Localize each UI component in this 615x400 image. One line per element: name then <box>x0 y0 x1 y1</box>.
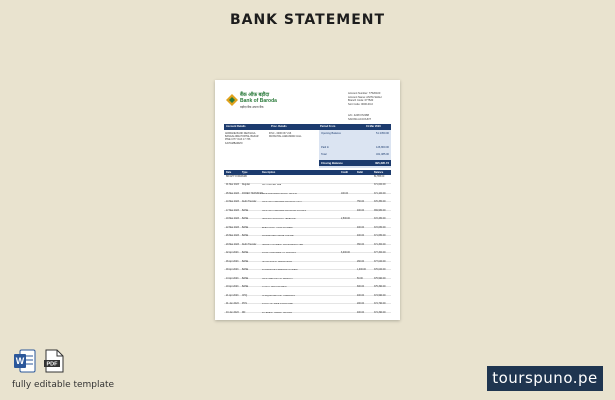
cell-balance: 371,100.00 <box>374 192 386 195</box>
cell-desc: CASH DEPOSIT AT BRANCH <box>262 277 293 280</box>
cell-date: 05 Mar 2023 <box>226 192 239 195</box>
cell-date: 29 Mar 2023 <box>226 243 239 246</box>
cell-date: 04 Jun 2023 <box>226 311 239 314</box>
cell-date: 18 Apr 2023 <box>226 286 239 288</box>
cell-desc: UTILITY BILL PAYMENT <box>262 286 288 288</box>
proc-details: IFSC - 0006 037 216 MATACHAL AGRANIWA CALL <box>269 132 302 139</box>
page-title: BANK STATEMENT <box>229 12 386 28</box>
cell-date: 01 Mar 2023 <box>226 184 239 186</box>
cell-desc: INSURANCE PREMIUM PAYMENT <box>262 269 299 271</box>
cell-desc: SIRA PAY ACCOUNT TELECOM <box>262 218 296 220</box>
cell-type: BASE <box>242 286 249 288</box>
cell-desc: AUTOMATED FEE <box>262 184 282 186</box>
cell-type: BASE <box>242 252 249 254</box>
bank-tagline: बड़ौदा बैंक अपना बैंक <box>240 105 264 109</box>
cell-balance: 372,050.00 <box>374 226 386 229</box>
word-file-icon <box>14 349 36 373</box>
cell-type: BASE <box>242 218 249 220</box>
table-row <box>224 312 391 321</box>
cell-type: BASE <box>242 209 249 212</box>
cell-balance: 374,990.00 <box>374 294 386 297</box>
summary-row: Opening Balance 51 2350.00 <box>321 132 389 135</box>
cell-desc: BASHANKUMAR MUKUT BASHU <box>262 192 298 195</box>
cell-balance: 369,950.00 <box>374 209 386 212</box>
cell-desc: CASH WITHDRAWAL FROM ALL LOCALS <box>262 209 307 212</box>
cell-balance: 377,040.00 <box>374 260 386 263</box>
cell-date: 06 Apr 2023 <box>226 260 239 263</box>
cell-debit: 260.00 <box>357 260 365 263</box>
cell-type: BASE <box>242 235 249 237</box>
cell-type: CHQ <box>242 294 248 297</box>
cell-type: BASE <box>242 277 249 280</box>
cell-type: POS <box>242 303 247 305</box>
cell-type: Debit Transfer <box>242 243 257 246</box>
pdf-label: PDF <box>46 361 58 368</box>
cell-balance: 375,990.00 <box>374 277 386 280</box>
cell-debit: 600.00 <box>357 286 365 288</box>
cell-balance: 371,000.00 <box>374 184 386 186</box>
cell-date: 09 Apr 2023 <box>226 269 239 271</box>
cell-debit: 1,000.00 <box>357 269 366 271</box>
cell-type: FOREX TRANSFER <box>242 192 263 195</box>
table-header: Date Type Description Credit Debit Balance <box>224 170 391 175</box>
cell-date: 18 Mar 2023 <box>226 218 239 220</box>
cell-debit: 400.00 <box>357 209 365 212</box>
bank-name: बैंक ऑफ़ बड़ौदा Bank of Baroda <box>240 92 277 104</box>
word-label: W <box>15 356 25 366</box>
bank-logo-icon <box>226 94 238 106</box>
cell-desc: INTEREST CREDIT ANNUAL <box>262 311 293 314</box>
cell-debit: 400.00 <box>357 311 365 314</box>
cell-balance: 372,450.00 <box>374 218 386 220</box>
cell-balance: 375,390.00 <box>374 286 386 288</box>
cell-desc: CASH WITHDRAWAL FROM ACTIVITY <box>262 201 303 203</box>
cell-balance: 371,300.00 <box>374 243 386 246</box>
cell-type: DD <box>242 311 246 314</box>
account-type: A/C. 4248 072288 SAVING ACCOUNT <box>348 114 372 121</box>
cell-date: 22 Mar 2023 <box>226 226 239 229</box>
cell-date: 21 Apr 2023 <box>226 294 239 297</box>
cell-debit: 400.00 <box>357 226 365 229</box>
cell-desc: ELECTRICITY BILL PAYMENT <box>262 226 294 229</box>
cell-desc: SHOPPING AT BAZAR MALL <box>262 260 293 263</box>
cell-balance: 377,300.00 <box>374 252 386 254</box>
customer-address: ADIMANE BANK DEVNAGA BANGALORE PORTAL BAZAR PINE CITY OAK 17 736 KAITAMBARIZO <box>225 132 259 145</box>
cell-type: Debit Transfer <box>242 201 257 203</box>
statement-document <box>215 80 400 320</box>
cell-desc: FUND TRANSFER TO SAVINGS <box>262 252 296 254</box>
cell-date: 13 Apr 2023 <box>226 277 239 280</box>
cell-credit: 6,000.00 <box>341 252 350 254</box>
cell-debit: 750.00 <box>357 201 365 203</box>
cell-desc: CHEQUE DEPOSIT CLEARING <box>262 294 295 297</box>
cell-balance: 374,390.00 <box>374 311 386 314</box>
opening-row: BRIGHT FORWARD 81,555.00 <box>224 176 391 184</box>
cell-credit: 100.00 <box>341 192 349 195</box>
brand-badge[interactable]: tourspuno.pe <box>487 366 603 391</box>
details-band: Account Details Proc. Details Period From 01 Mar 2023 <box>224 124 391 130</box>
cell-date: 26 Mar 2023 <box>226 235 239 237</box>
cell-date: 17 Mar 2023 <box>226 209 239 212</box>
cell-debit: 400.00 <box>357 294 365 297</box>
editable-template-caption: fully editable template <box>12 380 115 390</box>
cell-type: BASE <box>242 226 249 229</box>
cell-debit: 200.00 <box>357 303 365 305</box>
pdf-file-icon <box>44 349 64 373</box>
account-info: Account Number: 77520100 Account Name: ANITA SHAH Branch Code: 077520 Sort Code: 0000-00-0 <box>348 92 382 106</box>
summary-row: Paid In 126,800.00 <box>321 146 389 149</box>
cell-balance: 374,790.00 <box>374 303 386 305</box>
cell-desc: MOBILE RECHARGE ONLINE <box>262 235 294 237</box>
summary-row: Total 321,085.00 <box>321 153 389 156</box>
cell-type: BASE <box>242 269 249 271</box>
closing-balance: Closing Balance 395,395.72 <box>321 161 389 165</box>
cell-debit: 350.00 <box>357 243 365 246</box>
cell-balance: 370,350.00 <box>374 201 386 203</box>
cell-date: 01 Jun 2023 <box>226 303 239 305</box>
cell-type: Regular <box>242 184 251 186</box>
cell-desc: POINT OF SALE PURCHASE <box>262 303 293 305</box>
cell-date: 02 Apr 2023 <box>226 252 239 254</box>
cell-credit: 2,500.00 <box>341 218 350 220</box>
cell-debit: 50.00 <box>357 277 363 280</box>
cell-type: BASE <box>242 260 249 263</box>
cell-debit: 400.00 <box>357 235 365 237</box>
cell-balance: 371,650.00 <box>374 235 386 237</box>
cell-desc: SALARY PAYMENT FROM EMPLOYER <box>262 243 304 246</box>
cell-date: 10 Mar 2023 <box>226 201 239 203</box>
cell-balance: 376,040.00 <box>374 269 386 271</box>
